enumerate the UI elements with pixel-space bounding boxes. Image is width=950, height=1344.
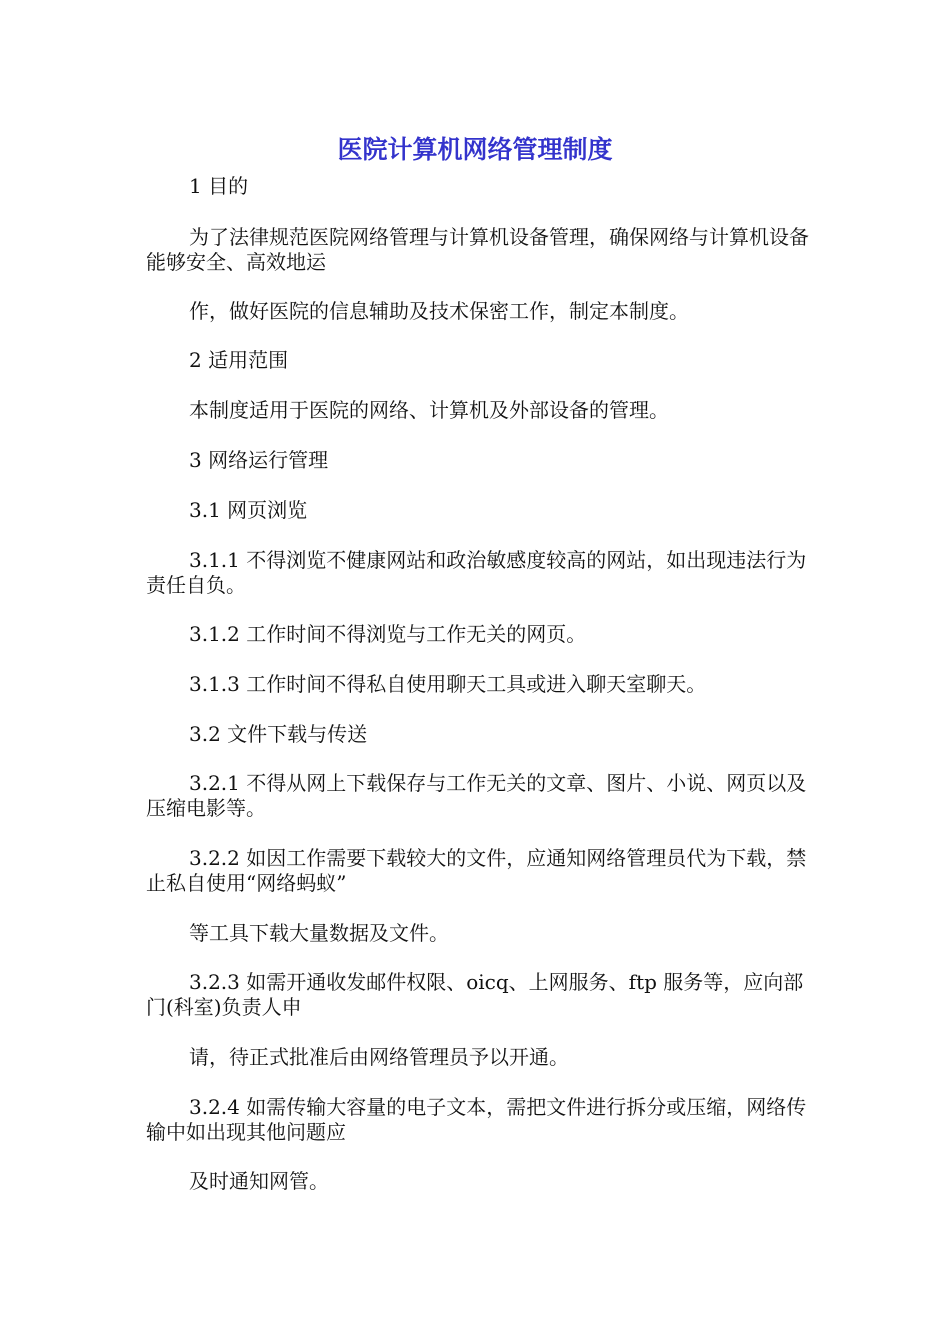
paragraph-2 <box>146 225 816 275</box>
paragraph-text: 3.2.1 不得从网上下载保存与工作无关的文章、图片、小说、网页以及压缩电影等。 <box>146 771 807 820</box>
paragraph-1 <box>146 174 816 199</box>
paragraph-13 <box>146 846 816 896</box>
paragraph-16 <box>146 1045 816 1070</box>
paragraph-15 <box>146 970 816 1020</box>
paragraph-text: 3.1 网页浏览 <box>189 498 308 522</box>
paragraph-text: 3.2.3 如需开通收发邮件权限、oicq、上网服务、ftp 服务等，应向部门(科室)负责人申 <box>146 970 804 1019</box>
paragraph-text: 3.1.3 工作时间不得私自使用聊天工具或进入聊天室聊天。 <box>189 672 707 696</box>
paragraph-text: 3.2.4 如需传输大容量的电子文本，需把文件进行拆分或压缩，网络传输中如出现其他问题应 <box>146 1095 807 1144</box>
paragraph-text: 3 网络运行管理 <box>189 448 329 472</box>
paragraph-text: 及时通知网管。 <box>189 1169 329 1193</box>
paragraph-text: 本制度适用于医院的网络、计算机及外部设备的管理。 <box>189 398 669 422</box>
paragraph-5 <box>146 398 816 423</box>
paragraph-12 <box>146 771 816 821</box>
paragraph-text: 3.2.2 如因工作需要下载较大的文件，应通知网络管理员代为下载，禁止私自使用“网络蚂蚁” <box>146 846 807 895</box>
paragraph-text: 3.1.2 工作时间不得浏览与工作无关的网页。 <box>189 622 587 646</box>
paragraph-14 <box>146 921 816 946</box>
paragraph-text: 为了法律规范医院网络管理与计算机设备管理，确保网络与计算机设备能够安全、高效地运 <box>146 225 809 274</box>
paragraph-text: 3.1.1 不得浏览不健康网站和政治敏感度较高的网站，如出现违法行为责任自负。 <box>146 548 807 597</box>
document-title: 医院计算机网络管理制度 <box>337 135 613 164</box>
paragraph-17 <box>146 1095 816 1145</box>
paragraph-10 <box>146 672 816 697</box>
paragraph-8 <box>146 548 816 598</box>
paragraph-text: 2 适用范围 <box>189 348 289 372</box>
paragraph-3 <box>146 299 816 324</box>
paragraph-9 <box>146 622 816 647</box>
paragraph-4 <box>146 348 816 373</box>
paragraph-text: 3.2 文件下载与传送 <box>189 722 368 746</box>
paragraph-11 <box>146 722 816 747</box>
paragraph-7 <box>146 498 816 523</box>
paragraph-6 <box>146 448 816 473</box>
paragraph-text: 等工具下载大量数据及文件。 <box>189 921 449 945</box>
paragraph-text: 1 目的 <box>189 174 249 198</box>
paragraph-text: 请，待正式批准后由网络管理员予以开通。 <box>189 1045 569 1069</box>
paragraph-18 <box>146 1169 816 1194</box>
paragraph-text: 作，做好医院的信息辅助及技术保密工作，制定本制度。 <box>189 299 689 323</box>
